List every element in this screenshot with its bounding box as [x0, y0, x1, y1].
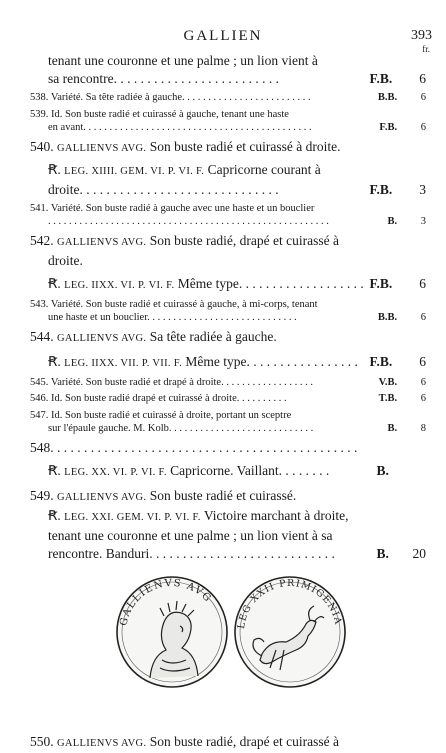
entry-line: [30, 392, 426, 406]
entry-text: Capricorne courant à: [207, 161, 321, 177]
rarity-mark: B.: [376, 462, 389, 478]
entry-line: [30, 545, 426, 563]
entry-text: . . . . . . . . . . . . . . . . . . . . . . . . . . . . . . . . . . . . . . . . . . . . . . . . . . . . . .: [48, 216, 329, 227]
rarity-mark: B.: [376, 545, 389, 561]
entry-text: tenant une couronne et une palme ; un lion vient à sa: [48, 527, 333, 543]
entry-line: [30, 232, 426, 252]
coin-legend: GALLIENVS AVG.: [57, 738, 147, 749]
entry-line: [30, 275, 426, 295]
entry-number: 538.: [30, 92, 49, 103]
entry-value: [367, 70, 426, 88]
reverse-mark: Ꞧ.: [48, 353, 61, 369]
entry-number: 540.: [30, 138, 54, 154]
entry-number: 549.: [30, 487, 54, 503]
entry-text: Id. Son buste radié et cuirassé à gauche, tenant une haste: [51, 108, 289, 120]
entry-text: rencontre. Banduri. . . . . . . . . . . . . . . . . . . . . . . . . . . .: [48, 545, 335, 561]
reverse-coin: [235, 577, 345, 687]
price-value: 6: [419, 353, 426, 369]
coin-legend: LEG. XIIII. GEM. VI. P. VI. F.: [64, 165, 205, 177]
entry-number: 546.: [30, 393, 49, 404]
rarity-mark: F.B.: [379, 122, 398, 133]
entry-line: [30, 70, 426, 88]
entry-text: Id. Son buste radié et cuirassé à droite, portant un sceptre: [51, 409, 292, 421]
entry-number: 539.: [30, 108, 49, 120]
coin-legend: GALLIENVS AVG.: [57, 236, 147, 248]
rarity-mark: B.B.: [377, 92, 398, 103]
entry-line: [30, 376, 426, 390]
reverse-mark: Ꞧ.: [48, 161, 61, 177]
entry-number: 548.: [30, 439, 54, 455]
entry-line: [30, 462, 426, 482]
entry-text: en avant. . . . . . . . . . . . . . . . . . . . . . . . . . . . . . . . . . . . . . . . . . . .: [48, 122, 312, 133]
price-value: 6: [420, 376, 426, 388]
entry-text: Sa tête radiée à gauche.: [149, 328, 277, 344]
entry-value: [385, 422, 426, 436]
price-value: 3: [419, 181, 426, 197]
obverse-coin: [117, 577, 227, 687]
entry-text: sa rencontre. . . . . . . . . . . . . . . . . . . . . . . . .: [48, 71, 279, 86]
entry-line: [30, 439, 426, 457]
entry-value: [377, 121, 426, 135]
reverse-mark: Ꞧ.: [48, 275, 61, 291]
entry-text: sur l'épaule gauche. M. Kolb. . . . . . . . . . . . . . . . . . . . . . . . . . . .: [48, 423, 314, 434]
price-value: 3: [420, 216, 426, 227]
entry-line: [30, 311, 426, 325]
entry-number: 544.: [30, 328, 54, 344]
entry-value: [377, 392, 426, 406]
entry-value: [374, 545, 426, 563]
entry-text: Variété. Son buste radié et cuirassé à gauche, à mi-corps, tenant: [50, 298, 318, 310]
obverse-inscription: GALLIENVS AVG: [118, 577, 214, 627]
coin-legend: GALLIENVS AVG.: [57, 142, 147, 154]
entry-text: Même type. . . . . . . . . . . . . . . . . . .: [177, 275, 364, 291]
entry-number: 550.: [30, 734, 54, 749]
entry-text: Id. Son buste radié drapé et cuirassé à droite. . . . . . . . . .: [51, 393, 287, 404]
entry-line: [30, 121, 426, 135]
entry-number: 541.: [30, 202, 49, 214]
rarity-mark: B.: [387, 216, 398, 227]
entry-text: droite.: [48, 252, 83, 268]
coin-legend: GALLIENVS AVG.: [57, 491, 147, 503]
reverse-inscription: LEG XXII PRIMIGENIA: [236, 577, 344, 630]
entry-line: [30, 215, 426, 229]
entry-line: [30, 108, 426, 122]
price-value: 6: [420, 393, 426, 404]
rarity-mark: F.B.: [369, 71, 393, 86]
entry-line: [30, 181, 426, 199]
entry-number: 543.: [30, 298, 49, 310]
rarity-mark: F.B.: [369, 275, 393, 291]
entry-line: [30, 353, 426, 373]
entry-text: Variété. Son buste radié et drapé à droite. . . . . . . . . . . . . . . . . .: [50, 376, 313, 388]
entry-text: Son buste radié et cuirassé.: [149, 487, 297, 503]
price-value: 6: [420, 122, 426, 133]
entry-number: 545.: [30, 376, 49, 388]
entry-text: tenant une couronne et une palme ; un lion vient à: [48, 53, 318, 68]
rarity-mark: T.B.: [378, 393, 398, 404]
entry-text: Variété. Son buste radié à gauche avec une haste et un bouclier: [50, 202, 315, 214]
page-title: GALLIEN: [183, 28, 263, 44]
entry-line: [30, 161, 426, 181]
entry-line: [30, 487, 426, 507]
rarity-mark: V.B.: [378, 376, 398, 388]
coin-legend: LEG. IIXX. VI. P. VI. F.: [64, 279, 175, 291]
price-value: 6: [419, 71, 426, 86]
entry-line: [30, 298, 426, 312]
entry-line: [30, 52, 426, 70]
coin-legend: LEG. XX. VI. P. VI. F.: [64, 466, 167, 478]
price-value: 20: [412, 545, 426, 561]
coin-legend: LEG. XXI. GEM. VI. P. VI. F.: [64, 511, 201, 523]
entry-line: [30, 91, 426, 105]
entry-text: Son buste radié, drapé et cuirassé à: [149, 734, 339, 749]
entry-line: [30, 507, 426, 527]
price-unit-label: fr.: [422, 44, 430, 54]
entry-line: [30, 138, 426, 158]
page-header: [0, 28, 446, 54]
entry-line: [30, 409, 426, 423]
coin-legend: LEG. IIXX. VII. P. VII. F.: [64, 357, 182, 369]
entry-value: [367, 181, 426, 199]
price-value: 6: [419, 275, 426, 291]
reverse-mark: Ꞧ.: [48, 462, 61, 478]
entry-line: [30, 422, 426, 436]
entry-text: Même type. . . . . . . . . . . . . . . . .: [185, 353, 358, 369]
entry-text: une haste et un bouclier. . . . . . . . . . . . . . . . . . . . . . . . . . . . .: [48, 312, 297, 323]
entry-number: 547.: [30, 409, 49, 421]
entry-text: . . . . . . . . . . . . . . . . . . . . . . . . . . . . . . . . . . . . . . . . . . . . .: [57, 439, 358, 455]
entry-text: Variété. Sa tête radiée à gauche. . . . . . . . . . . . . . . . . . . . . . . . .: [50, 92, 311, 103]
entry-value: [367, 275, 426, 293]
entry-value: [367, 353, 426, 371]
entry-line: [30, 202, 426, 216]
entry-line: [30, 527, 426, 545]
entry-value: [385, 215, 426, 229]
entry-line-550: [30, 733, 430, 753]
rarity-mark: F.B.: [369, 181, 393, 197]
entry-number: 542.: [30, 232, 54, 248]
coin-legend: GALLIENVS AVG.: [57, 332, 147, 344]
rarity-mark: B.: [387, 423, 398, 434]
price-value: 8: [420, 423, 426, 434]
catalog-entries: [30, 52, 426, 563]
entry-text: Son buste radié et cuirassé à droite.: [149, 138, 341, 154]
rarity-mark: B.B.: [377, 312, 398, 323]
entry-text: droite. . . . . . . . . . . . . . . . . . . . . . . . . . . . . .: [48, 181, 279, 197]
page-number: 393: [411, 28, 432, 43]
coin-engraving: [110, 570, 350, 690]
entry-value: [376, 91, 426, 105]
entry-text: Capricorne. Vaillant. . . . . . . .: [170, 462, 330, 478]
entry-value: [377, 376, 426, 390]
price-value: 6: [420, 92, 426, 103]
entry-text: Victoire marchant à droite,: [203, 507, 349, 523]
entry-value: [376, 311, 426, 325]
coin-illustration: [110, 570, 350, 740]
entry-line: [30, 328, 426, 348]
entry-value: [374, 462, 426, 480]
reverse-mark: Ꞧ.: [48, 507, 61, 523]
entry-line: [30, 252, 426, 270]
rarity-mark: F.B.: [369, 353, 393, 369]
entry-text: Son buste radié, drapé et cuirassé à: [149, 232, 339, 248]
price-value: 6: [420, 312, 426, 323]
